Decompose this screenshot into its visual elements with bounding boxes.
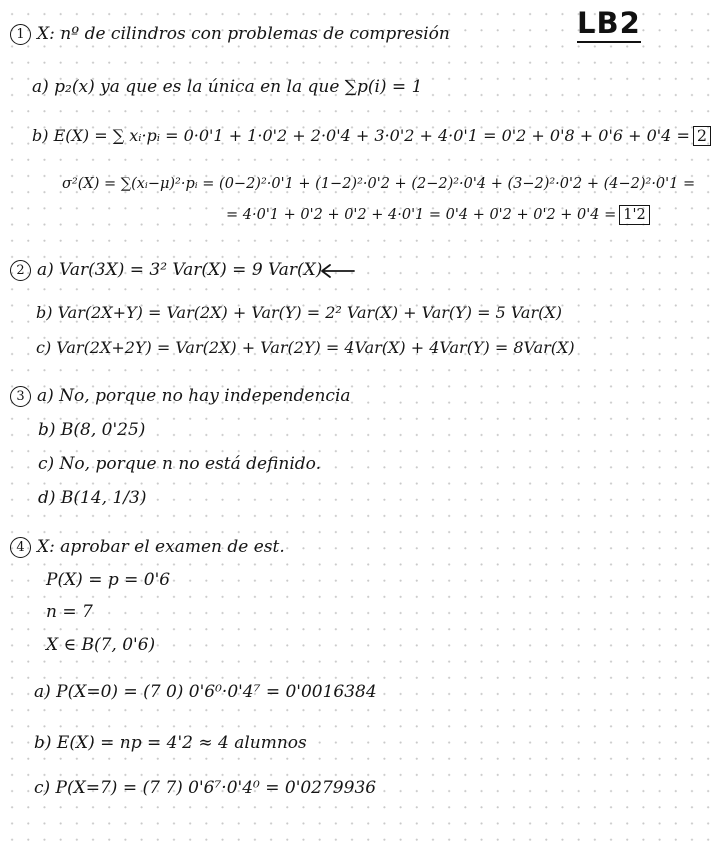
answer-text: a) Var(3X) = 3² Var(X) = 9 Var(X) [37, 260, 323, 280]
p3-answer-a [10, 384, 351, 408]
p4-line-n: n = 7 [46, 602, 93, 622]
problem-number: 4 [10, 537, 31, 558]
p1-variance-line1: σ²(X) = ∑(xᵢ−μ)²·pᵢ = (0−2)²·0'1 + (1−2)²·0'2 + (2−2)²·0'4 + (3−2)²·0'2 + (4−2)²·0'1 = [62, 176, 696, 192]
problem-1-title [10, 22, 450, 46]
p4-answer-a: a) P(X=0) = (7 0) 0'6⁰·0'4⁷ = 0'0016384 [34, 682, 377, 702]
page-code: LB2 [577, 6, 641, 43]
problem-number: 3 [10, 386, 31, 407]
p4-answer-c: c) P(X=7) = (7 7) 0'6⁷·0'4⁰ = 0'0279936 [34, 778, 377, 798]
p3-answer-b: b) B(8, 0'25) [38, 420, 146, 440]
p1-answer-a: a) p₂(x) ya que es la única en la que ∑p(i) = 1 [32, 77, 423, 97]
problem-number: 1 [10, 24, 31, 45]
problem-text: X: aprobar el examen de est. [37, 537, 285, 557]
problem-number: 2 [10, 260, 31, 281]
p1-variance-line2 [226, 203, 650, 227]
problem-4-title [10, 535, 285, 559]
boxed-result: 1'2 [619, 205, 649, 225]
boxed-result: 2 [693, 126, 711, 146]
p3-answer-c: c) No, porque n no está definido. [38, 454, 321, 474]
p2-answer-b: b) Var(2X+Y) = Var(2X) + Var(Y) = 2² Var(X) + Var(Y) = 5 Var(X) [36, 303, 562, 322]
answer-text: b) E(X) = ∑ xᵢ·pᵢ = 0·0'1 + 1·0'2 + 2·0'4 + 3·0'2 + 4·0'1 = 0'2 + 0'8 + 0'6 + 0'4 = [32, 126, 690, 145]
p3-answer-d: d) B(14, 1/3) [38, 488, 147, 508]
p2-answer-a [10, 258, 322, 282]
p4-line-probability: P(X) = p = 0'6 [46, 570, 171, 590]
answer-text: a) No, porque no hay independencia [37, 386, 351, 406]
arrow-icon [318, 262, 358, 280]
p1-answer-b [32, 124, 711, 148]
p4-answer-b: b) E(X) = np = 4'2 ≈ 4 alumnos [34, 733, 307, 753]
p4-line-distribution: X ∈ B(7, 0'6) [46, 635, 156, 655]
problem-text: X: nº de cilindros con problemas de compresión [37, 24, 450, 44]
p2-answer-c: c) Var(2X+2Y) = Var(2X) + Var(2Y) = 4Var(X) + 4Var(Y) = 8Var(X) [36, 338, 575, 357]
answer-text: = 4·0'1 + 0'2 + 0'2 + 4·0'1 = 0'4 + 0'2 + 0'2 + 0'4 = [226, 207, 617, 223]
